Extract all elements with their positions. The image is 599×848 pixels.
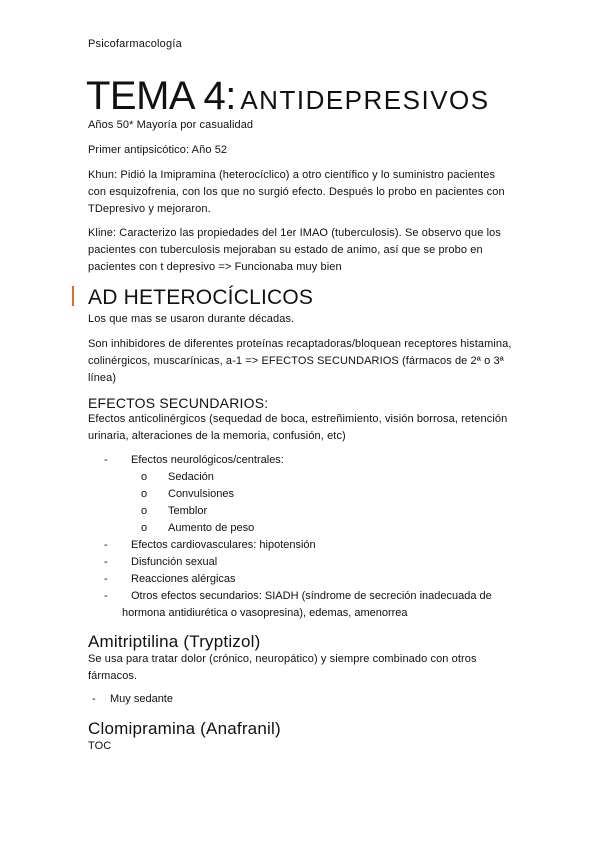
title-sub: ANTIDEPRESIVOS [240, 85, 490, 115]
list-sub-marker: o [141, 488, 148, 500]
page-title [86, 76, 490, 116]
list-sub-marker: o [141, 522, 148, 534]
list-subitem: Convulsiones [168, 488, 235, 500]
list-item: Disfunción sexual [131, 556, 218, 568]
list-dash: - [104, 539, 108, 551]
list-subitem: Temblor [168, 505, 208, 517]
list-subitem: Sedación [168, 471, 214, 483]
list-subitem: Aumento de peso [168, 522, 255, 534]
list-dash: - [104, 573, 108, 585]
heterociclicos-paragraph-2: Son inhibidores de diferentes proteínas recaptadoras/bloquean receptores histamina, colinérgicos, muscarínicas, a-1 => EFECTOS SECUNDARIOS (fármacos de 2ª o 3ª línea) [88, 338, 512, 384]
intro-paragraph-4: Kline: Caracterizo las propiedades del 1er IMAO (tuberculosis). Se observo que los pacientes con tuberculosis mejoraban su estado de animo, así que se probo en pacientes con t depresivo => Funcionaba muy bien [88, 227, 501, 273]
list-dash: - [104, 590, 108, 602]
heterociclicos-paragraph-1: Los que mas se usaron durante décadas. [88, 313, 295, 325]
list-item: Reacciones alérgicas [131, 573, 236, 585]
list-sub-marker: o [141, 471, 148, 483]
list-item: Efectos cardiovasculares: hipotensión [131, 539, 316, 551]
section-heading-heterociclicos: AD HETEROCÍCLICOS [88, 286, 314, 309]
efectos-heading: EFECTOS SECUNDARIOS: [88, 395, 269, 411]
list-item: Efectos neurológicos/centrales: [131, 454, 284, 466]
intro-paragraph-1: Años 50* Mayoría por casualidad [88, 119, 254, 131]
list-item: Otros efectos secundarios: SIADH (síndrome de secreción inadecuada de [131, 590, 492, 602]
amitriptilina-heading: Amitriptilina (Tryptizol) [88, 632, 261, 651]
list-dash: - [92, 693, 96, 705]
list-dash: - [104, 454, 108, 466]
clomipramina-paragraph: TOC [88, 740, 112, 752]
heading-accent-bar [72, 286, 74, 306]
document-header: Psicofarmacología [88, 38, 182, 50]
list-dash: - [104, 556, 108, 568]
list-item: Muy sedante [110, 693, 173, 705]
list-sub-marker: o [141, 505, 148, 517]
intro-paragraph-2: Primer antipsicótico: Año 52 [88, 144, 228, 156]
efectos-paragraph: Efectos anticolinérgicos (sequedad de boca, estreñimiento, visión borrosa, retención urinaria, alteraciones de la memoria, confusión, etc) [88, 413, 508, 442]
clomipramina-heading: Clomipramina (Anafranil) [88, 719, 281, 738]
intro-paragraph-3: Khun: Pidió la Imipramina (heterocíclico) a otro científico y lo suministro pacientes con esquizofrenia, con los que no surgió efecto. Después lo probo en pacientes con TDepresivo y mejoraron. [88, 169, 505, 215]
amitriptilina-paragraph: Se usa para tratar dolor (crónico, neuropático) y siempre combinado con otros fármacos. [88, 653, 477, 682]
title-main: TEMA 4: [86, 74, 236, 118]
list-item-continuation: hormona antidiurética o vasopresina), edemas, amenorrea [122, 607, 408, 619]
